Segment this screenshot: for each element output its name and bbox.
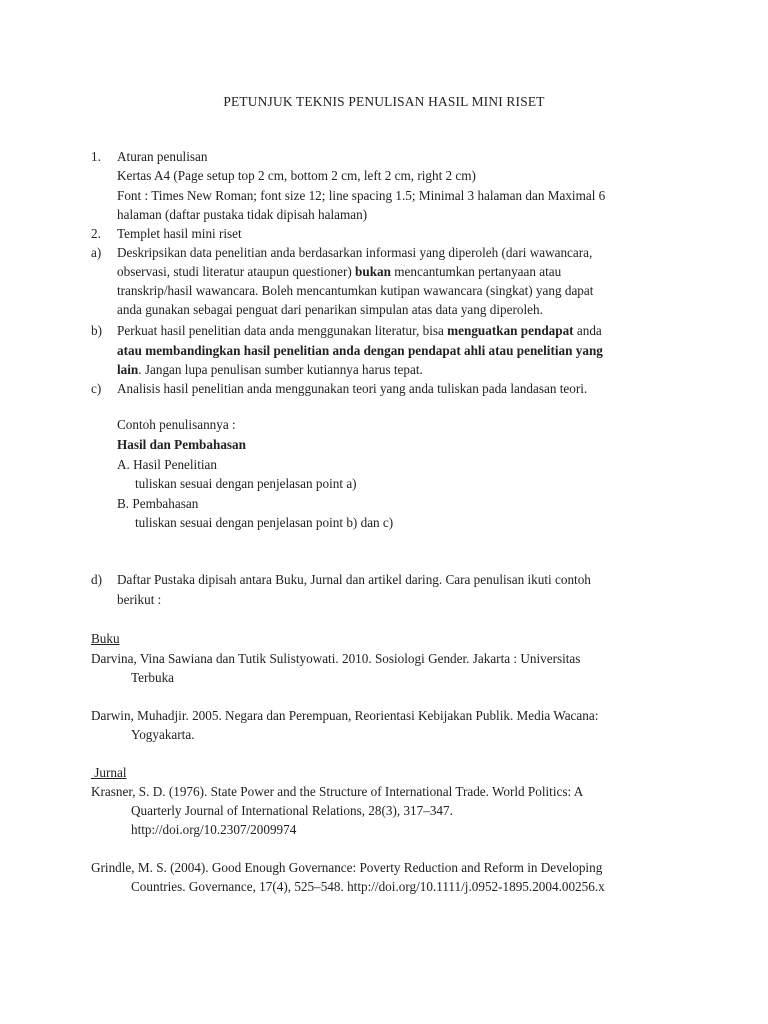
- item-b-line2: atau membandingkan hasil penelitian anda dengan pendapat ahli atau penelitian yang: [117, 343, 603, 358]
- jurnal-ref1-line3: http://doi.org/10.2307/2009974: [131, 822, 297, 837]
- item-a-line2-post: mencantumkan pertanyaan atau: [390, 264, 562, 279]
- item-b-line1-post: anda: [573, 323, 602, 338]
- buku-ref2-line1: Darwin, Muhadjir. 2005. Negara dan Perempuan, Reorientasi Kebijakan Publik. Media Wacana:: [91, 708, 599, 723]
- item-a-line4: anda gunakan sebagai penguat dari penarikan simpulan atas data yang diperoleh.: [117, 302, 543, 317]
- item-b-line1-pre: Perkuat hasil penelitian data anda menggunakan literatur, bisa: [117, 323, 448, 338]
- item-b-line3-post: . Jangan lupa penulisan sumber kutiannya harus tepat.: [138, 362, 423, 377]
- item-d-line1: Daftar Pustaka dipisah antara Buku, Jurnal dan artikel daring. Cara penulisan ikuti contoh: [117, 572, 591, 587]
- item-a-marker: a): [91, 245, 102, 260]
- item-a-line2: [117, 262, 561, 281]
- item-b-marker: b): [91, 323, 102, 338]
- item2-marker: 2.: [91, 226, 101, 241]
- item-d-line2: berikut :: [117, 592, 162, 607]
- example-heading: Hasil dan Pembahasan: [117, 437, 246, 452]
- item-b-line3: [117, 360, 423, 379]
- item-c-line1: Analisis hasil penelitian anda menggunakan teori yang anda tuliskan pada landasan teori.: [117, 381, 588, 396]
- item1-heading: Aturan penulisan: [117, 149, 208, 164]
- item-a-line1: Deskripsikan data penelitian anda berdasarkan informasi yang diperoleh (dari wawancara,: [117, 245, 593, 260]
- item1-line3: halaman (daftar pustaka tidak dipisah halaman): [117, 207, 368, 222]
- item-b-line3-bold: lain: [117, 362, 139, 377]
- buku-ref1-line1: Darvina, Vina Sawiana dan Tutik Sulistyowati. 2010. Sosiologi Gender. Jakarta : Universitas: [91, 651, 581, 666]
- item2-heading: Templet hasil mini riset: [117, 226, 242, 241]
- jurnal-heading: Jurnal: [91, 765, 127, 780]
- item-c-marker: c): [91, 381, 102, 396]
- jurnal-ref1-line1: Krasner, S. D. (1976). State Power and the Structure of International Trade. World Politics: A: [91, 784, 584, 799]
- example-b-label: B. Pembahasan: [117, 496, 199, 511]
- item1-line1: Kertas A4 (Page setup top 2 cm, bottom 2 cm, left 2 cm, right 2 cm): [117, 168, 476, 183]
- item-a-bold-bukan: bukan: [355, 264, 391, 279]
- jurnal-ref2-line2: Countries. Governance, 17(4), 525–548. http://doi.org/10.1111/j.0952-1895.2004.00256.x: [131, 879, 605, 894]
- example-a-text: tuliskan sesuai dengan penjelasan point a): [135, 476, 357, 491]
- item1-line2: Font : Times New Roman; font size 12; line spacing 1.5; Minimal 3 halaman dan Maximal 6: [117, 188, 606, 203]
- jurnal-ref2-line1: Grindle, M. S. (2004). Good Enough Governance: Poverty Reduction and Reform in Developing: [91, 860, 603, 875]
- example-b-text: tuliskan sesuai dengan penjelasan point b) dan c): [135, 515, 394, 530]
- buku-heading: Buku: [91, 631, 120, 646]
- item-d-marker: d): [91, 572, 102, 587]
- example-a-label: A. Hasil Penelitian: [117, 457, 217, 472]
- item-a-line2-pre: observasi, studi literatur ataupun questioner): [117, 264, 356, 279]
- item-b-line1-bold: menguatkan pendapat: [447, 323, 574, 338]
- buku-ref1-line2: Terbuka: [131, 670, 175, 685]
- example-intro: Contoh penulisannya :: [117, 417, 236, 432]
- buku-ref2-line2: Yogyakarta.: [131, 727, 195, 742]
- item1-marker: 1.: [91, 149, 101, 164]
- item-a-line3: transkrip/hasil wawancara. Boleh mencantumkan kutipan wawancara (singkat) yang dapat: [117, 283, 594, 298]
- item-b-line1: [117, 321, 602, 340]
- jurnal-ref1-line2: Quarterly Journal of International Relations, 28(3), 317–347.: [131, 803, 453, 818]
- page-title: PETUNJUK TEKNIS PENULISAN HASIL MINI RISET: [223, 94, 545, 109]
